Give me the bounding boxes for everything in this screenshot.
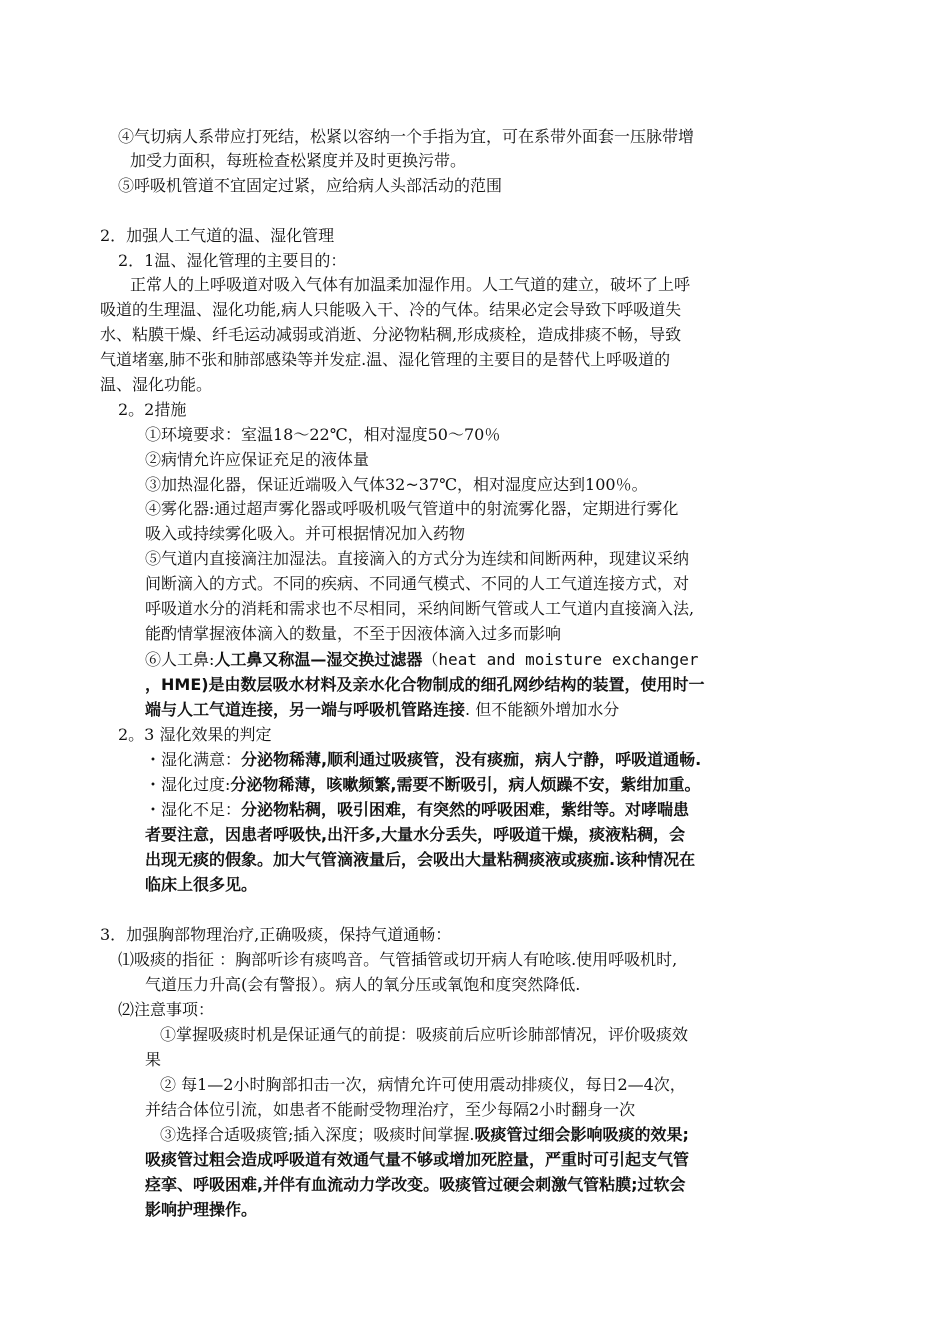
measure-5-line-4: 能酌情掌握液体滴入的数量，不至于因液体滴入过多而影响 bbox=[145, 624, 562, 643]
measure-6-tail: . 但不能额外增加水分 bbox=[465, 700, 620, 719]
measure-2: ②病情允许应保证充足的液体量 bbox=[145, 450, 370, 469]
section-3-title: 3．加强胸部物理治疗,正确吸痰，保持气道通畅： bbox=[100, 925, 452, 944]
measure-5-line-1: ⑤气道内直接滴注加湿法。直接滴入的方式分为连续和间断两种，现建议采纳 bbox=[145, 549, 690, 568]
suction-indication-line-2: 气道压力升高(会有警报）。病人的氧分压或氧饱和度突然降低. bbox=[145, 975, 581, 994]
measure-4-line-2: 吸入或持续雾化吸入。并可根据情况加入药物 bbox=[145, 524, 466, 543]
section-2-1-para-line: 温、湿化功能。 bbox=[100, 375, 213, 394]
note-1-line-2: 果 bbox=[145, 1050, 162, 1069]
measure-6-bold: 人工鼻又称温—湿交换过滤器 bbox=[214, 650, 423, 669]
section-2-1-para-line: 气道堵塞,肺不张和肺部感染等并发症.温、湿化管理的主要目的是替代上呼吸道的 bbox=[100, 350, 671, 369]
measure-4-line-1: ④雾化器:通过超声雾化器或呼吸机吸气管道中的射流雾化器，定期进行雾化 bbox=[145, 499, 679, 518]
note-3-lead: ③选择合适吸痰管;插入深度；吸痰时间掌握. bbox=[160, 1125, 475, 1144]
section-2-2-title: 2。2措施 bbox=[118, 400, 187, 419]
item-4-line-1: ④气切病人系带应打死结，松紧以容纳一个手指为宜，可在系带外面套一压脉带增 bbox=[118, 127, 695, 146]
effect-label: ・湿化过度: bbox=[145, 775, 231, 794]
measure-6-line-1 bbox=[145, 649, 699, 671]
note-3-line-4: 影响护理操作。 bbox=[145, 1200, 258, 1219]
measure-6-english: （heat and moisture exchanger bbox=[422, 650, 699, 669]
measure-6-line-2: ，HME)是由数层吸水材料及亲水化合物制成的细孔网纱结构的装置，使用时一 bbox=[145, 675, 705, 694]
effect-label: ・湿化不足： bbox=[145, 800, 242, 819]
item-5: ⑤呼吸机管道不宜固定过紧，应给病人头部活动的范围 bbox=[118, 176, 503, 195]
section-2-1-title: 2．1温、湿化管理的主要目的： bbox=[118, 251, 347, 270]
suction-indication-line-1: ⑴吸痰的指征 ：胸部听诊有痰鸣音。气管插管或切开病人有呛咳.使用呼吸机时, bbox=[118, 950, 678, 969]
effect-insufficient-line-2: 者要注意，因患者呼吸快,出汗多,大量水分丢失，呼吸道干燥，痰液粘稠，会 bbox=[145, 825, 686, 844]
measure-3: ③加热湿化器，保证近端吸入气体32~37℃，相对湿度应达到100％。 bbox=[145, 475, 648, 494]
effect-label: ・湿化满意： bbox=[145, 750, 242, 769]
effect-desc: 分泌物稀薄，咳嗽频繁,需要不断吸引，病人烦躁不安，紫绀加重。 bbox=[230, 775, 701, 794]
measure-5-line-3: 呼吸道水分的消耗和需求也不尽相同，采纳间断气管或人工气道内直接滴入法, bbox=[145, 599, 695, 618]
section-2-1-para-line: 水、粘膜干燥、纤毛运动减弱或消逝、分泌物粘稠,形成痰栓，造成排痰不畅，导致 bbox=[100, 325, 682, 344]
effect-insufficient-line-4: 临床上很多见。 bbox=[145, 875, 258, 894]
measure-6-line-3 bbox=[145, 699, 619, 721]
note-3-line-2: 吸痰管过粗会造成呼吸道有效通气量不够或增加死腔量，严重时可引起支气管 bbox=[145, 1150, 690, 1169]
note-2-line-1: ② 每1—2小时胸部扣击一次，病情允许可使用震动排痰仪，每日2—4次， bbox=[160, 1075, 686, 1094]
measure-5-line-2: 间断滴入的方式。不同的疾病、不同通气模式、不同的人工气道连接方式，对 bbox=[145, 574, 690, 593]
measure-6-bold-2: 端与人工气道连接，另一端与呼吸机管路连接 bbox=[145, 700, 466, 719]
note-1-line-1: ①掌握吸痰时机是保证通气的前提：吸痰前后应听诊肺部情况，评价吸痰效 bbox=[160, 1025, 689, 1044]
note-3-line-3: 痉挛、呼吸困难,并伴有血流动力学改变。吸痰管过硬会刺激气管粘膜;过软会 bbox=[145, 1175, 686, 1194]
note-2-line-2: 并结合体位引流，如患者不能耐受物理治疗，至少每隔2小时翻身一次 bbox=[145, 1100, 636, 1119]
effect-insufficient bbox=[145, 799, 689, 821]
section-2-3-title: 2。3 湿化效果的判定 bbox=[118, 725, 272, 744]
effect-excessive bbox=[145, 774, 701, 796]
measure-6-lead: ⑥人工鼻: bbox=[145, 650, 215, 669]
effect-satisfactory bbox=[145, 749, 701, 771]
effect-desc: 分泌物稀薄,顺利通过吸痰管，没有痰痂，病人宁静，呼吸道通畅. bbox=[241, 750, 702, 769]
effect-insufficient-line-3: 出现无痰的假象。加大气管滴液量后，会吸出大量粘稠痰液或痰痂.该种情况在 bbox=[145, 850, 696, 869]
measure-1: ①环境要求：室温18～22℃，相对湿度50～70％ bbox=[145, 425, 501, 444]
note-3-bold: 吸痰管过细会影响吸痰的效果; bbox=[474, 1125, 689, 1144]
section-2-1-para-line: 吸道的生理温、湿化功能,病人只能吸入干、冷的气体。结果必定会导致下呼吸道失 bbox=[100, 300, 682, 319]
note-3-line-1 bbox=[160, 1124, 689, 1146]
effect-desc: 分泌物粘稠，吸引困难，有突然的呼吸困难，紫绀等。对哮喘患 bbox=[241, 800, 690, 819]
notes-title: ⑵注意事项： bbox=[118, 1000, 215, 1019]
section-2-title: 2．加强人工气道的温、湿化管理 bbox=[100, 226, 335, 245]
item-4-line-2: 加受力面积，每班检查松紧度并及时更换污带。 bbox=[130, 151, 467, 170]
section-2-1-para-line: 正常人的上呼吸道对吸入气体有加温柔加湿作用。人工气道的建立，破坏了上呼 bbox=[130, 275, 691, 294]
